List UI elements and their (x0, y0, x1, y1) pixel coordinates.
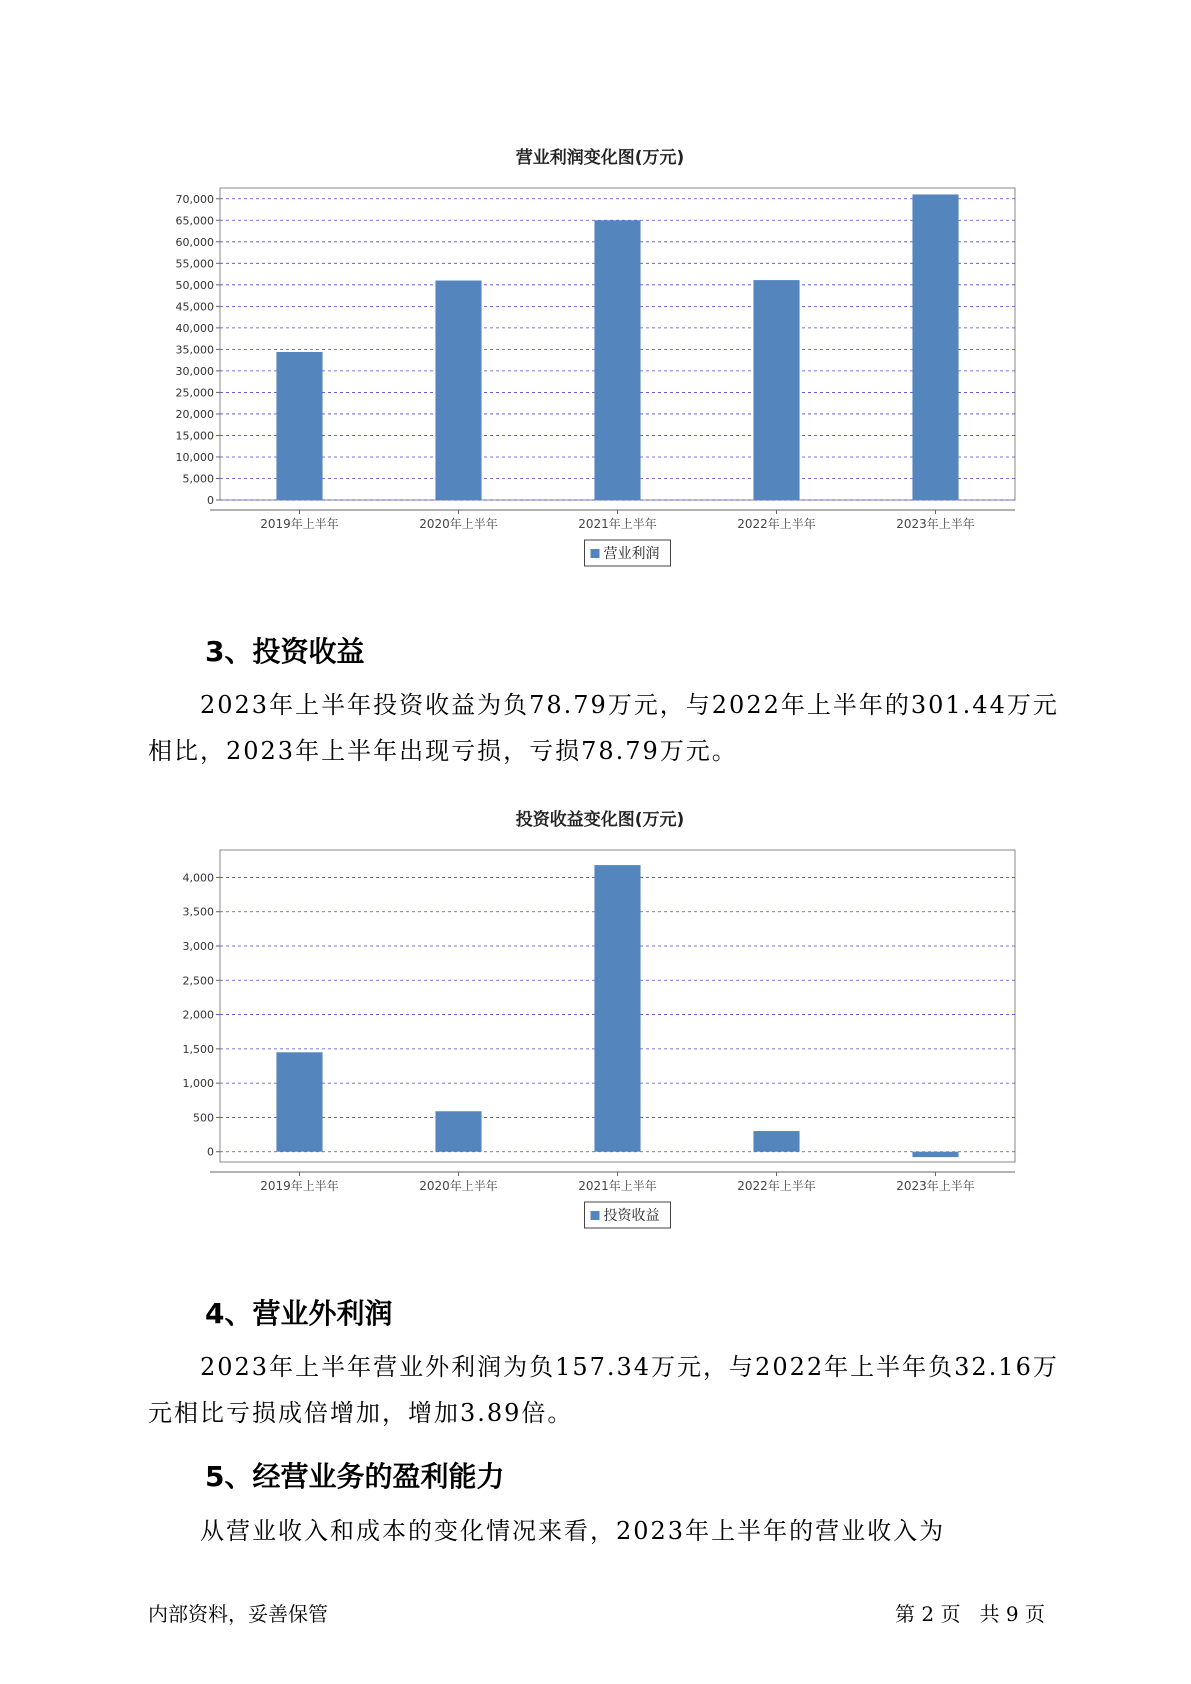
x-tick-label: 2023年上半年 (896, 517, 975, 531)
y-tick-label: 4,000 (182, 871, 214, 885)
y-tick-label: 40,000 (175, 321, 214, 335)
y-tick-label: 65,000 (175, 214, 214, 228)
legend-label: 营业利润 (603, 546, 660, 562)
operating-profit-chart (140, 168, 1020, 588)
x-tick-label: 2019年上半年 (260, 1179, 339, 1193)
section-3-heading: 3、投资收益 (205, 635, 365, 668)
section-5-para-line1: 从营业收入和成本的变化情况来看，2023年上半年的营业收入为 (200, 1517, 946, 1545)
legend-swatch (591, 549, 600, 558)
footer-page-number: 第 2 页 共 9 页 (895, 1602, 1045, 1626)
section-5-heading: 5、经营业务的盈利能力 (205, 1460, 505, 1493)
bar (594, 865, 640, 1152)
y-tick-label: 3,500 (182, 905, 214, 919)
x-tick-label: 2020年上半年 (419, 1179, 498, 1193)
y-tick-label: 3,000 (182, 940, 214, 953)
y-tick-label: 2,500 (182, 974, 214, 988)
bar (753, 280, 799, 500)
chart1-title: 营业利润变化图(万元) (515, 148, 685, 168)
legend-label: 投资收益 (603, 1208, 660, 1224)
x-tick-label: 2022年上半年 (737, 1179, 816, 1193)
footer-left: 内部资料，妥善保管 (148, 1602, 328, 1626)
bar (276, 1052, 322, 1151)
section-4-heading: 4、营业外利润 (205, 1297, 393, 1330)
bar (912, 194, 958, 500)
x-tick-label: 2022年上半年 (737, 517, 816, 531)
y-tick-label: 10,000 (175, 450, 214, 464)
x-tick-label: 2021年上半年 (578, 1179, 657, 1193)
bar (594, 220, 640, 500)
x-tick-label: 2023年上半年 (896, 1179, 975, 1193)
y-tick-label: 2,000 (182, 1008, 214, 1022)
section-3-para-line1: 2023年上半年投资收益为负78.79万元，与2022年上半年的301.44万元 (200, 691, 1059, 719)
y-tick-label: 1,000 (182, 1077, 214, 1091)
x-tick-label: 2019年上半年 (260, 517, 339, 531)
y-tick-label: 500 (193, 1111, 214, 1125)
y-tick-label: 35,000 (175, 343, 214, 357)
y-tick-label: 0 (207, 494, 214, 507)
x-tick-label: 2021年上半年 (578, 517, 657, 531)
section-3-para-line2: 相比，2023年上半年出现亏损，亏损78.79万元。 (148, 737, 738, 765)
investment-income-chart (140, 830, 1020, 1250)
bar (753, 1131, 799, 1152)
y-tick-label: 15,000 (175, 429, 214, 443)
bar (912, 1152, 958, 1157)
y-tick-label: 5,000 (182, 472, 214, 486)
bar (435, 281, 481, 500)
section-4-para-line1: 2023年上半年营业外利润为负157.34万元，与2022年上半年负32.16万 (200, 1353, 1059, 1381)
bar (276, 352, 322, 500)
y-tick-label: 70,000 (175, 192, 214, 206)
y-tick-label: 25,000 (175, 386, 214, 400)
y-tick-label: 55,000 (175, 257, 214, 271)
bar (435, 1111, 481, 1151)
section-4-para-line2: 元相比亏损成倍增加，增加3.89倍。 (148, 1399, 574, 1427)
y-tick-label: 60,000 (175, 235, 214, 249)
x-tick-label: 2020年上半年 (419, 517, 498, 531)
y-tick-label: 20,000 (175, 407, 214, 421)
chart2-title: 投资收益变化图(万元) (515, 810, 685, 830)
y-tick-label: 1,500 (182, 1042, 214, 1056)
y-tick-label: 0 (207, 1145, 214, 1159)
y-tick-label: 45,000 (175, 300, 214, 314)
y-tick-label: 50,000 (175, 278, 214, 292)
y-tick-label: 30,000 (175, 364, 214, 378)
legend-swatch (591, 1211, 600, 1220)
